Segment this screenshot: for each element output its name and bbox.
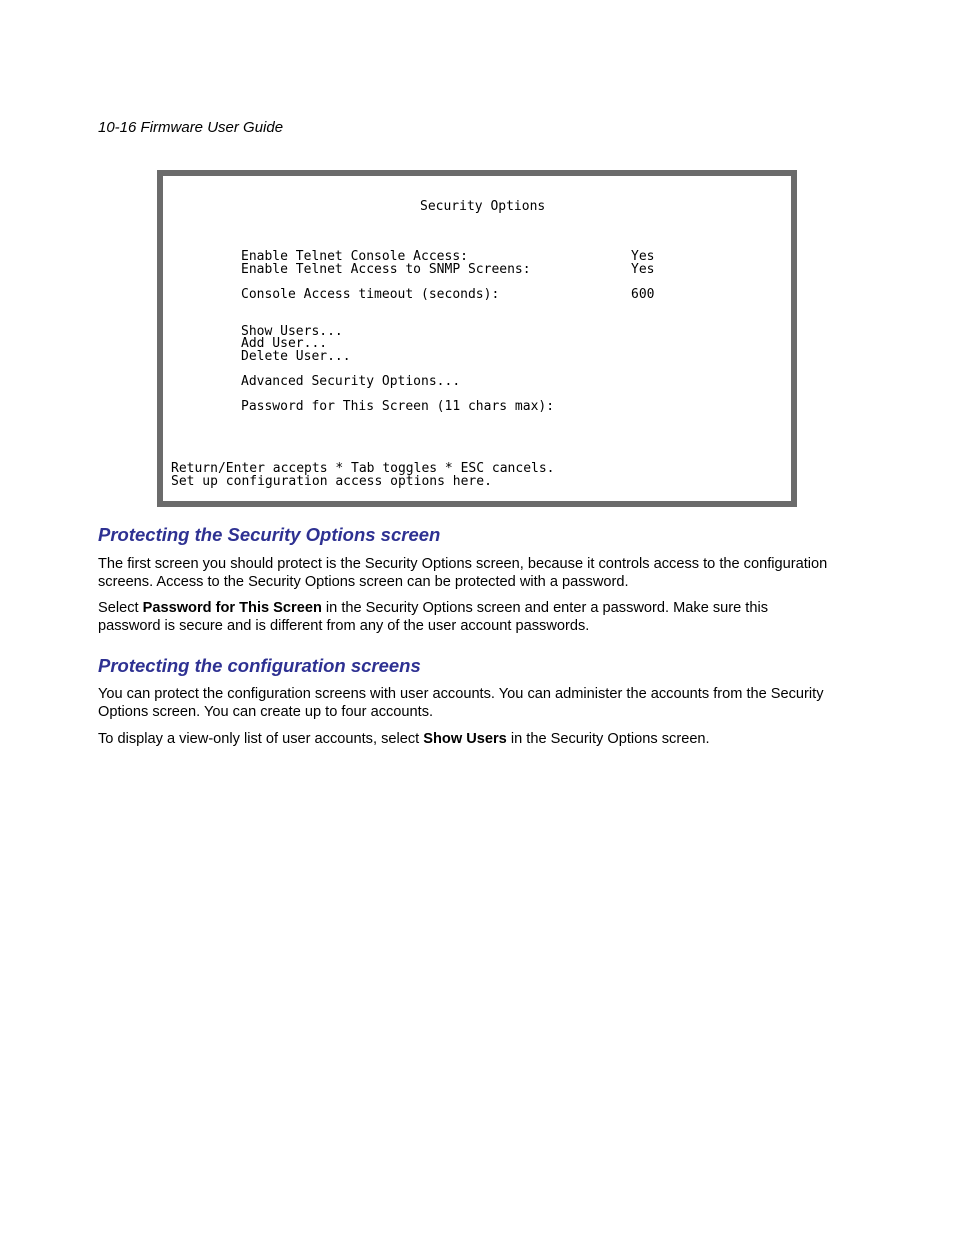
password-term: Password for This Screen: [142, 600, 322, 616]
help-line-description: Set up configuration access options here.: [171, 474, 492, 489]
show-users-item[interactable]: Show Users...: [241, 324, 343, 339]
add-user-item[interactable]: Add User...: [241, 336, 328, 351]
help-line-keys: Return/Enter accepts * Tab toggles * ESC cancels.: [171, 461, 555, 476]
timeout-label[interactable]: Console Access timeout (seconds):: [241, 287, 500, 302]
timeout-value[interactable]: 600: [631, 287, 655, 302]
section1-paragraph-2: [98, 599, 828, 635]
section1-paragraph-1: The first screen you should protect is the Security Options screen, because it controls access to the configuration screens. Access to the Security Options screen can be protected with a password.: [98, 556, 828, 590]
section-heading-security-options: Protecting the Security Options screen: [98, 524, 441, 545]
section2-paragraph-1: You can protect the configuration screens with user accounts. You can administer the accounts from the Security Options screen. You can create up to four accounts.: [98, 686, 824, 720]
show-users-term: Show Users: [423, 731, 507, 747]
running-head: 10-16 Firmware User Guide: [98, 119, 284, 136]
advanced-security-item[interactable]: Advanced Security Options...: [241, 374, 461, 389]
screen-title: Security Options: [420, 199, 546, 214]
telnet-snmp-label[interactable]: Enable Telnet Access to SNMP Screens:: [241, 262, 531, 277]
delete-user-item[interactable]: Delete User...: [241, 349, 351, 364]
password-field[interactable]: Password for This Screen (11 chars max):: [241, 399, 555, 414]
section2-para2-text: To display a view-only list of user accounts, select: [98, 731, 424, 747]
security-options-screen: [157, 170, 797, 507]
section1-para2-text-rest: in the Security Options screen and enter a password. Make sure this password is secure and is different from any of the user account passwords.: [98, 600, 769, 634]
telnet-console-label[interactable]: Enable Telnet Console Access:: [241, 249, 468, 264]
telnet-console-value[interactable]: Yes: [631, 249, 655, 264]
telnet-snmp-value[interactable]: Yes: [631, 262, 655, 277]
section-heading-configuration-screens: Protecting the configuration screens: [98, 655, 421, 676]
section2-para2-text-rest: in the Security Options screen.: [506, 731, 710, 747]
section1-para2-text: Select: [98, 600, 143, 616]
section2-paragraph-2: [98, 730, 828, 748]
